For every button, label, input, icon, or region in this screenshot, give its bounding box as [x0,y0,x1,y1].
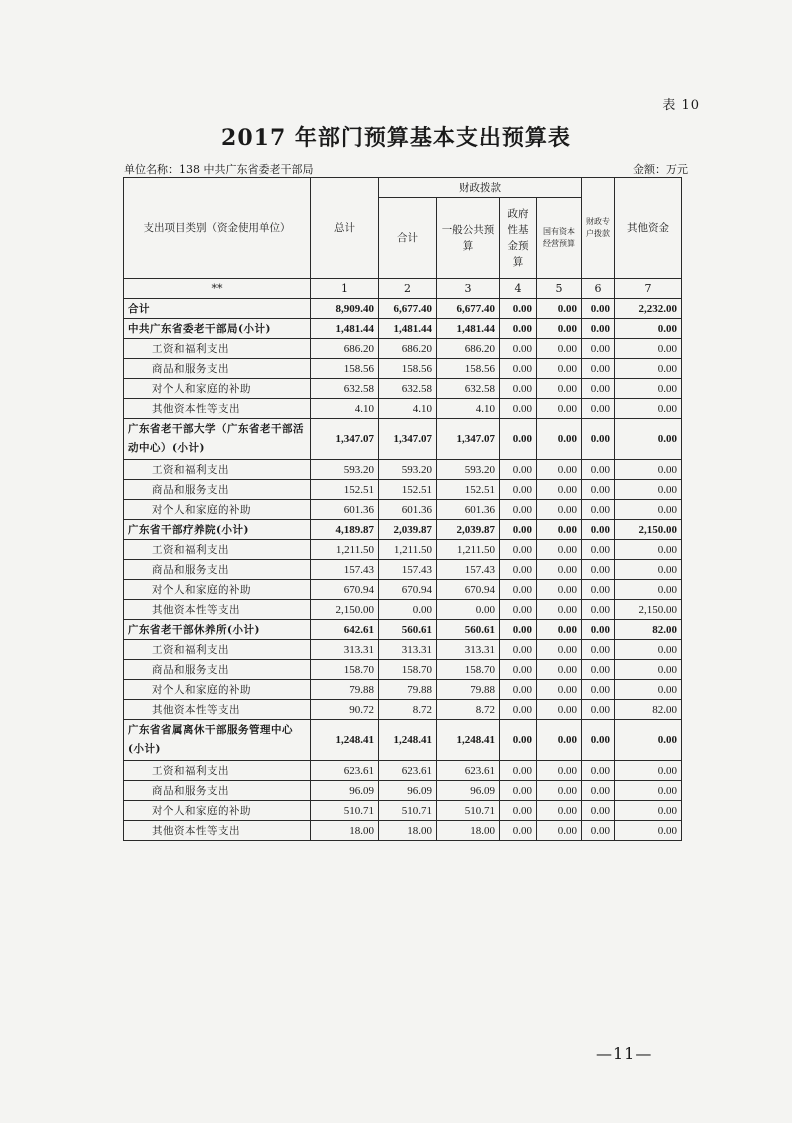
row-value: 0.00 [537,761,582,781]
row-value: 152.51 [379,480,437,500]
row-value: 96.09 [437,781,500,801]
row-value: 158.56 [437,359,500,379]
table-row [124,600,682,620]
row-value: 560.61 [379,620,437,640]
row-value: 4.10 [379,399,437,419]
row-value: 0.00 [615,319,682,339]
row-value: 2,039.87 [379,520,437,540]
row-value: 6,677.40 [379,299,437,319]
row-value: 4,189.87 [311,520,379,540]
row-value: 0.00 [379,600,437,620]
row-category: 商品和服务支出 [124,359,311,379]
table-row [124,339,682,359]
row-category: 合计 [124,299,311,319]
row-value: 0.00 [615,761,682,781]
row-category: 工资和福利支出 [124,761,311,781]
row-value: 0.00 [615,399,682,419]
table-row [124,399,682,419]
row-value: 0.00 [500,680,537,700]
row-value: 0.00 [537,700,582,720]
row-value: 0.00 [615,660,682,680]
row-value: 601.36 [311,500,379,520]
row-value: 0.00 [615,419,682,460]
row-category: 工资和福利支出 [124,339,311,359]
row-value: 0.00 [582,801,615,821]
row-value: 0.00 [500,720,537,761]
row-value: 0.00 [500,660,537,680]
row-category: 其他资本性等支出 [124,700,311,720]
row-value: 2,150.00 [615,520,682,540]
row-value: 0.00 [582,680,615,700]
index-cell: 5 [537,279,582,299]
row-value: 0.00 [615,560,682,580]
row-value: 0.00 [615,359,682,379]
row-value: 1,248.41 [437,720,500,761]
row-value: 0.00 [500,359,537,379]
row-category: 工资和福利支出 [124,460,311,480]
table-row [124,821,682,841]
row-value: 0.00 [615,580,682,600]
row-value: 0.00 [500,580,537,600]
row-value: 0.00 [500,640,537,660]
row-value: 0.00 [615,480,682,500]
row-value: 0.00 [500,801,537,821]
row-value: 593.20 [311,460,379,480]
row-value: 79.88 [311,680,379,700]
row-value: 0.00 [537,480,582,500]
row-category: 中共广东省委老干部局(小计) [124,319,311,339]
row-value: 157.43 [379,560,437,580]
row-value: 0.00 [537,821,582,841]
row-value: 0.00 [537,399,582,419]
row-value: 0.00 [582,399,615,419]
row-value: 623.61 [311,761,379,781]
row-category: 其他资本性等支出 [124,821,311,841]
row-value: 1,211.50 [379,540,437,560]
header-subtotal: 合计 [379,198,437,279]
table-row [124,700,682,720]
header-fiscal-special: 财政专户拨款 [582,178,615,279]
row-value: 1,248.41 [379,720,437,761]
row-value: 0.00 [537,640,582,660]
subtotal-row [124,720,682,761]
row-value: 0.00 [500,480,537,500]
row-value: 0.00 [537,720,582,761]
row-value: 2,150.00 [615,600,682,620]
row-value: 82.00 [615,620,682,640]
row-value: 0.00 [582,319,615,339]
row-value: 632.58 [437,379,500,399]
row-value: 0.00 [582,781,615,801]
row-value: 0.00 [615,640,682,660]
row-value: 2,039.87 [437,520,500,540]
row-value: 96.09 [379,781,437,801]
row-value: 0.00 [537,781,582,801]
row-value: 1,211.50 [437,540,500,560]
table-row [124,640,682,660]
row-value: 560.61 [437,620,500,640]
table-row [124,460,682,480]
row-value: 0.00 [582,620,615,640]
row-value: 0.00 [582,339,615,359]
row-value: 0.00 [500,419,537,460]
row-value: 0.00 [537,319,582,339]
budget-table [123,177,682,841]
row-value: 0.00 [537,299,582,319]
row-value: 82.00 [615,700,682,720]
table-row [124,540,682,560]
row-category: 对个人和家庭的补助 [124,801,311,821]
row-value: 0.00 [582,700,615,720]
row-value: 0.00 [582,500,615,520]
row-value: 0.00 [537,660,582,680]
row-value: 2,232.00 [615,299,682,319]
row-value: 0.00 [537,359,582,379]
row-value: 0.00 [437,600,500,620]
row-value: 1,211.50 [311,540,379,560]
row-value: 1,347.07 [311,419,379,460]
row-value: 0.00 [582,419,615,460]
row-value: 0.00 [582,560,615,580]
table-row [124,379,682,399]
budget-table-body [124,299,682,841]
row-value: 0.00 [500,600,537,620]
table-row [124,761,682,781]
row-value: 0.00 [537,620,582,640]
row-value: 0.00 [537,600,582,620]
page-number: —11— [596,1044,653,1063]
row-value: 1,347.07 [379,419,437,460]
row-value: 0.00 [582,821,615,841]
row-value: 0.00 [537,460,582,480]
row-value: 0.00 [500,399,537,419]
row-value: 0.00 [615,500,682,520]
subtotal-row [124,419,682,460]
row-value: 623.61 [437,761,500,781]
row-value: 0.00 [500,620,537,640]
table-row [124,680,682,700]
row-value: 670.94 [311,580,379,600]
table-row [124,500,682,520]
table-row [124,660,682,680]
row-value: 313.31 [311,640,379,660]
index-cell: 3 [437,279,500,299]
row-value: 8.72 [437,700,500,720]
row-value: 96.09 [311,781,379,801]
row-value: 0.00 [537,801,582,821]
row-value: 0.00 [582,480,615,500]
row-value: 0.00 [500,540,537,560]
index-cell: 4 [500,279,537,299]
row-value: 0.00 [500,781,537,801]
subtotal-row [124,620,682,640]
row-value: 0.00 [615,781,682,801]
row-category: 广东省老干部休养所(小计) [124,620,311,640]
row-value: 0.00 [582,600,615,620]
index-cell: 1 [311,279,379,299]
unit-name: 单位名称：138 中共广东省委老干部局 [124,163,314,176]
row-value: 0.00 [582,640,615,660]
row-value: 0.00 [582,761,615,781]
row-value: 0.00 [500,460,537,480]
index-cell: 6 [582,279,615,299]
row-value: 670.94 [379,580,437,600]
header-gov-fund: 政府性基金预算 [500,198,537,279]
row-value: 0.00 [537,379,582,399]
index-cell: 2 [379,279,437,299]
row-category: 对个人和家庭的补助 [124,500,311,520]
amount-unit: 金额：万元 [633,163,688,176]
row-value: 0.00 [537,520,582,540]
subtotal-row [124,520,682,540]
row-category: 对个人和家庭的补助 [124,379,311,399]
row-value: 1,347.07 [437,419,500,460]
row-category: 工资和福利支出 [124,640,311,660]
header-state-capital: 国有资本经营预算 [537,198,582,279]
row-value: 0.00 [500,761,537,781]
row-value: 0.00 [582,359,615,379]
row-value: 0.00 [615,460,682,480]
header-general-budget: 一般公共预算 [437,198,500,279]
row-value: 510.71 [437,801,500,821]
row-value: 18.00 [437,821,500,841]
row-value: 0.00 [615,720,682,761]
row-value: 0.00 [615,379,682,399]
row-category: 广东省老干部大学（广东省老干部活动中心）(小计) [124,419,311,460]
row-value: 686.20 [311,339,379,359]
row-value: 1,481.44 [379,319,437,339]
header-fiscal-group: 财政拨款 [379,178,582,198]
row-value: 90.72 [311,700,379,720]
table-row [124,801,682,821]
row-value: 157.43 [311,560,379,580]
row-value: 0.00 [615,680,682,700]
row-value: 0.00 [582,580,615,600]
header-other-funds: 其他资金 [615,178,682,279]
row-value: 79.88 [379,680,437,700]
index-cell: 7 [615,279,682,299]
row-value: 0.00 [537,419,582,460]
row-value: 18.00 [311,821,379,841]
row-value: 0.00 [500,379,537,399]
row-value: 152.51 [437,480,500,500]
row-category: 对个人和家庭的补助 [124,680,311,700]
row-value: 79.88 [437,680,500,700]
row-value: 0.00 [582,520,615,540]
row-value: 0.00 [615,821,682,841]
row-value: 18.00 [379,821,437,841]
row-value: 0.00 [500,700,537,720]
table-row [124,359,682,379]
row-value: 686.20 [379,339,437,359]
row-value: 0.00 [537,580,582,600]
row-value: 4.10 [311,399,379,419]
row-value: 152.51 [311,480,379,500]
table-row [124,580,682,600]
row-value: 0.00 [500,821,537,841]
row-value: 1,248.41 [311,720,379,761]
row-value: 510.71 [311,801,379,821]
row-category: 商品和服务支出 [124,480,311,500]
table-row [124,480,682,500]
row-value: 601.36 [437,500,500,520]
row-value: 0.00 [582,540,615,560]
row-value: 1,481.44 [437,319,500,339]
row-value: 0.00 [500,339,537,359]
subtotal-row [124,319,682,339]
row-category: 广东省干部疗养院(小计) [124,520,311,540]
document-title: 2017 年部门预算基本支出预算表 [221,125,571,151]
row-value: 0.00 [615,801,682,821]
header-total: 总计 [311,178,379,279]
row-value: 632.58 [311,379,379,399]
row-value: 158.70 [379,660,437,680]
row-value: 157.43 [437,560,500,580]
row-value: 593.20 [379,460,437,480]
table-row [124,781,682,801]
row-value: 593.20 [437,460,500,480]
row-value: 4.10 [437,399,500,419]
row-value: 0.00 [537,540,582,560]
row-value: 623.61 [379,761,437,781]
row-value: 158.70 [311,660,379,680]
row-value: 1,481.44 [311,319,379,339]
index-row [124,279,682,299]
row-value: 0.00 [582,720,615,761]
row-value: 0.00 [582,660,615,680]
row-value: 642.61 [311,620,379,640]
row-category: 广东省省属离休干部服务管理中心(小计) [124,720,311,761]
row-value: 6,677.40 [437,299,500,319]
row-category: 商品和服务支出 [124,781,311,801]
row-value: 632.58 [379,379,437,399]
row-value: 158.70 [437,660,500,680]
row-value: 670.94 [437,580,500,600]
header-category: 支出项目类别（资金使用单位） [124,178,311,279]
row-value: 0.00 [615,540,682,560]
row-category: 工资和福利支出 [124,540,311,560]
row-value: 0.00 [500,560,537,580]
row-value: 686.20 [437,339,500,359]
table-row [124,560,682,580]
row-category: 其他资本性等支出 [124,399,311,419]
row-value: 313.31 [437,640,500,660]
row-category: 商品和服务支出 [124,660,311,680]
row-value: 158.56 [311,359,379,379]
row-value: 2,150.00 [311,600,379,620]
subtotal-row [124,299,682,319]
row-value: 0.00 [615,339,682,359]
row-value: 0.00 [500,299,537,319]
row-value: 0.00 [500,520,537,540]
index-cell: ** [124,279,311,299]
row-value: 0.00 [582,299,615,319]
row-value: 0.00 [537,339,582,359]
table-number: 表 10 [662,98,700,113]
row-value: 601.36 [379,500,437,520]
row-value: 0.00 [537,680,582,700]
row-value: 8,909.40 [311,299,379,319]
row-value: 0.00 [537,560,582,580]
row-value: 0.00 [500,500,537,520]
row-category: 对个人和家庭的补助 [124,580,311,600]
row-value: 0.00 [500,319,537,339]
row-value: 0.00 [582,460,615,480]
row-value: 0.00 [582,379,615,399]
row-value: 8.72 [379,700,437,720]
row-value: 510.71 [379,801,437,821]
row-value: 313.31 [379,640,437,660]
row-value: 158.56 [379,359,437,379]
row-category: 其他资本性等支出 [124,600,311,620]
row-category: 商品和服务支出 [124,560,311,580]
row-value: 0.00 [537,500,582,520]
